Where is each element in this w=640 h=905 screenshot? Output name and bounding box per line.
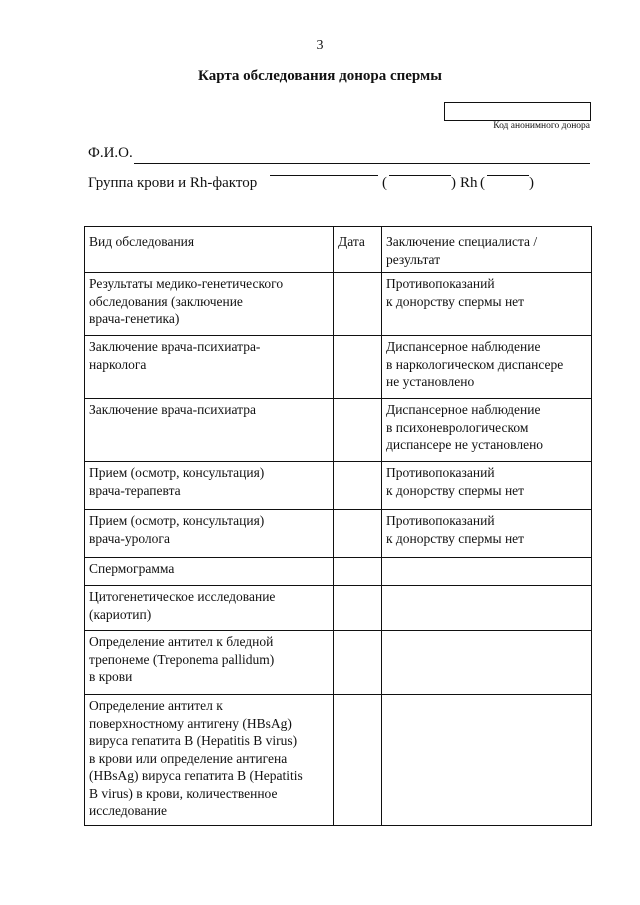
exam-type-cell: Прием (осмотр, консультация) врача-уролога	[85, 510, 334, 558]
exam-type-cell: Заключение врача-психиатра- нарколога	[85, 336, 334, 399]
exam-type-cell: Прием (осмотр, консультация) врача-терапевта	[85, 462, 334, 510]
header-result: Заключение специалиста / результат	[382, 227, 592, 273]
table-row	[85, 462, 592, 510]
table-row	[85, 631, 592, 695]
result-cell[interactable]	[382, 558, 592, 586]
blood-type-label: Группа крови и Rh-фактор	[88, 175, 258, 191]
result-cell[interactable]: Диспансерное наблюдение в психоневрологическом диспансере не установлено	[382, 399, 592, 462]
exam-type-cell: Заключение врача-психиатра	[85, 399, 334, 462]
date-cell[interactable]	[334, 695, 382, 826]
date-cell[interactable]	[334, 462, 382, 510]
page-number: 3	[316, 38, 324, 53]
fio-label: Ф.И.О.	[88, 145, 133, 161]
result-cell[interactable]	[382, 695, 592, 826]
donor-code-label: Код анонимного донора	[493, 121, 590, 131]
date-cell[interactable]	[334, 558, 382, 586]
exam-type-cell: Цитогенетическое исследование (кариотип)	[85, 586, 334, 631]
fio-field[interactable]	[134, 163, 590, 164]
result-cell[interactable]	[382, 631, 592, 695]
rh-label: Rh	[460, 175, 478, 191]
exam-type-cell: Определение антител к бледной трепонеме (Treponema pallidum) в крови	[85, 631, 334, 695]
date-cell[interactable]	[334, 399, 382, 462]
exam-table	[84, 226, 592, 826]
table-header-row	[85, 227, 592, 273]
result-cell[interactable]: Противопоказаний к донорству спермы нет	[382, 273, 592, 336]
fio-row	[88, 145, 590, 165]
date-cell[interactable]	[334, 510, 382, 558]
result-cell[interactable]: Диспансерное наблюдение в наркологическом диспансере не установлено	[382, 336, 592, 399]
table-row	[85, 399, 592, 462]
donor-code-field[interactable]	[444, 102, 591, 121]
rh-field[interactable]	[487, 175, 529, 176]
blood-group-field[interactable]	[270, 175, 378, 176]
table-row	[85, 510, 592, 558]
rh-close-paren: )	[529, 175, 534, 191]
rh-open-paren: (	[480, 175, 485, 191]
table-row	[85, 273, 592, 336]
date-cell[interactable]	[334, 631, 382, 695]
exam-type-cell: Результаты медико-генетического обследования (заключение врача-генетика)	[85, 273, 334, 336]
table-row	[85, 695, 592, 826]
table-row	[85, 558, 592, 586]
result-cell[interactable]: Противопоказаний к донорству спермы нет	[382, 462, 592, 510]
header-date: Дата	[334, 227, 382, 273]
blood-open-paren-1: (	[382, 175, 387, 191]
header-exam-type: Вид обследования	[85, 227, 334, 273]
page-title: Карта обследования донора спермы	[198, 68, 442, 84]
date-cell[interactable]	[334, 273, 382, 336]
table-row	[85, 586, 592, 631]
result-cell[interactable]	[382, 586, 592, 631]
blood-type-row	[88, 175, 590, 195]
blood-rh-sign-field[interactable]	[389, 175, 451, 176]
date-cell[interactable]	[334, 336, 382, 399]
blood-close-paren-1: )	[451, 175, 456, 191]
exam-type-cell: Спермограмма	[85, 558, 334, 586]
table-row	[85, 336, 592, 399]
exam-type-cell: Определение антител к поверхностному антигену (HBsAg) вируса гепатита B (Hepatitis B virus) в крови или определение антигена (HBsAg) вируса гепатита B (Hepatitis B virus) в крови, количественное исследование	[85, 695, 334, 826]
result-cell[interactable]: Противопоказаний к донорству спермы нет	[382, 510, 592, 558]
date-cell[interactable]	[334, 586, 382, 631]
